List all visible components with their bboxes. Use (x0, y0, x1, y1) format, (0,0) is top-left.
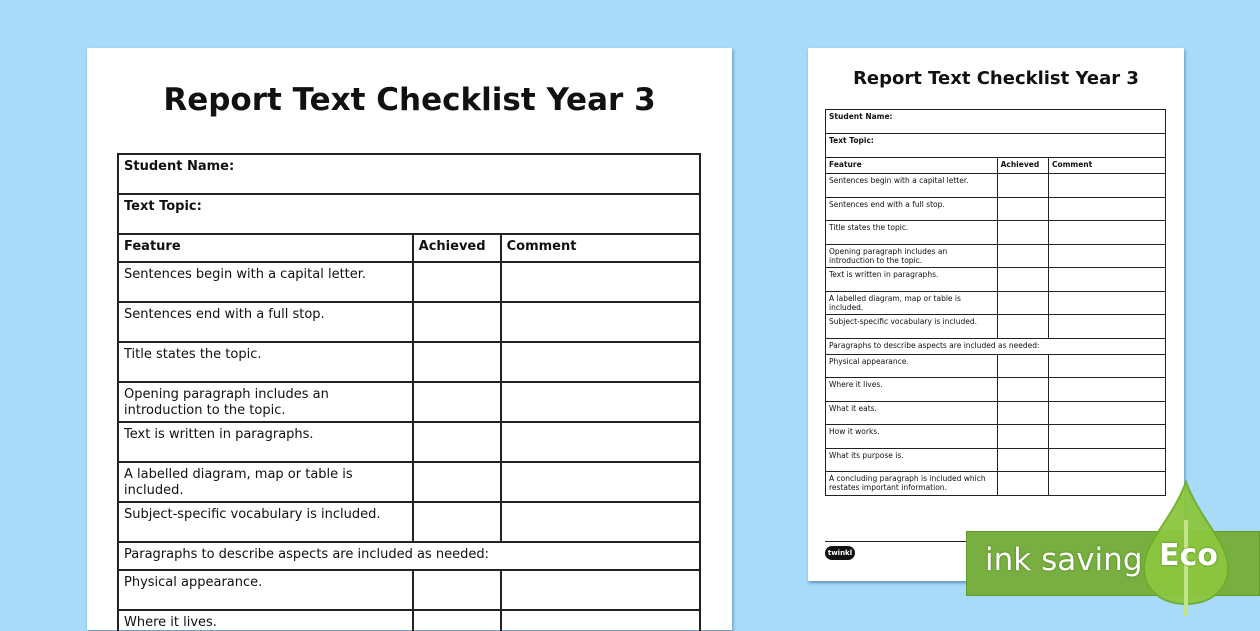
table-row (826, 425, 1166, 449)
header-row (826, 158, 1166, 174)
achieved-cell[interactable] (997, 354, 1048, 378)
feature-cell: What its purpose is. (826, 448, 998, 472)
feature-cell: Where it lives. (118, 610, 413, 631)
table-row (826, 174, 1166, 198)
student-name-field[interactable]: Student Name: (118, 154, 700, 194)
feature-cell: Text is written in paragraphs. (826, 268, 998, 292)
feature-cell: Physical appearance. (118, 570, 413, 610)
table-row (826, 472, 1166, 496)
feature-cell: Sentences begin with a capital letter. (826, 174, 998, 198)
table-row (118, 610, 700, 631)
student-name-field[interactable]: Student Name: (826, 110, 1166, 134)
table-row (118, 502, 700, 542)
header-row (118, 234, 700, 262)
feature-cell: A labelled diagram, map or table is included. (118, 462, 413, 502)
comment-cell[interactable] (501, 462, 700, 502)
feature-cell: Sentences end with a full stop. (118, 302, 413, 342)
comment-cell[interactable] (1048, 197, 1165, 221)
student-name-row (826, 110, 1166, 134)
comment-cell[interactable] (1048, 448, 1165, 472)
table-row (826, 354, 1166, 378)
comment-cell[interactable] (501, 570, 700, 610)
comment-cell[interactable] (501, 342, 700, 382)
checklist-table (117, 153, 701, 631)
comment-cell[interactable] (1048, 401, 1165, 425)
feature-cell: Physical appearance. (826, 354, 998, 378)
achieved-cell[interactable] (997, 472, 1048, 496)
header-feature: Feature (826, 158, 998, 174)
table-row (118, 302, 700, 342)
section-label: Paragraphs to describe aspects are included as needed: (826, 338, 1166, 354)
page-preview-large (87, 48, 732, 630)
checklist-table (825, 109, 1166, 496)
text-topic-field[interactable]: Text Topic: (118, 194, 700, 234)
table-row (826, 448, 1166, 472)
table-row (826, 315, 1166, 339)
twinkl-logo: twinkl (825, 546, 855, 560)
comment-cell[interactable] (1048, 174, 1165, 198)
text-topic-row (118, 194, 700, 234)
header-feature: Feature (118, 234, 413, 262)
achieved-cell[interactable] (413, 462, 501, 502)
table-row (118, 342, 700, 382)
comment-cell[interactable] (501, 262, 700, 302)
achieved-cell[interactable] (997, 315, 1048, 339)
page-preview-small (808, 48, 1184, 581)
header-achieved: Achieved (997, 158, 1048, 174)
feature-cell: Opening paragraph includes an introduction to the topic. (118, 382, 413, 422)
table-row (826, 378, 1166, 402)
achieved-cell[interactable] (413, 570, 501, 610)
table-row (826, 268, 1166, 292)
comment-cell[interactable] (501, 502, 700, 542)
comment-cell[interactable] (501, 422, 700, 462)
feature-cell: Subject-specific vocabulary is included. (826, 315, 998, 339)
header-achieved: Achieved (413, 234, 501, 262)
feature-cell: Text is written in paragraphs. (118, 422, 413, 462)
achieved-cell[interactable] (997, 244, 1048, 268)
comment-cell[interactable] (501, 610, 700, 631)
text-topic-row (826, 134, 1166, 158)
table-row (826, 221, 1166, 245)
achieved-cell[interactable] (997, 425, 1048, 449)
header-comment: Comment (1048, 158, 1165, 174)
achieved-cell[interactable] (413, 302, 501, 342)
feature-cell: Opening paragraph includes an introduction to the topic. (826, 244, 998, 268)
comment-cell[interactable] (501, 382, 700, 422)
comment-cell[interactable] (1048, 425, 1165, 449)
achieved-cell[interactable] (997, 448, 1048, 472)
feature-cell: Subject-specific vocabulary is included. (118, 502, 413, 542)
table-row (826, 244, 1166, 268)
achieved-cell[interactable] (997, 268, 1048, 292)
achieved-cell[interactable] (413, 382, 501, 422)
page-title: Report Text Checklist Year 3 (853, 68, 1139, 89)
comment-cell[interactable] (1048, 354, 1165, 378)
comment-cell[interactable] (1048, 244, 1165, 268)
achieved-cell[interactable] (997, 291, 1048, 315)
feature-cell: A labelled diagram, map or table is included. (826, 291, 998, 315)
comment-cell[interactable] (1048, 291, 1165, 315)
eco-label: Eco (1159, 538, 1218, 573)
achieved-cell[interactable] (413, 610, 501, 631)
feature-cell: How it works. (826, 425, 998, 449)
comment-cell[interactable] (501, 302, 700, 342)
table-row (826, 291, 1166, 315)
achieved-cell[interactable] (997, 197, 1048, 221)
section-row (826, 338, 1166, 354)
section-row (118, 542, 700, 570)
table-row (826, 197, 1166, 221)
table-row (826, 401, 1166, 425)
achieved-cell[interactable] (997, 378, 1048, 402)
table-row (118, 570, 700, 610)
feature-cell: Title states the topic. (118, 342, 413, 382)
achieved-cell[interactable] (997, 401, 1048, 425)
achieved-cell[interactable] (413, 262, 501, 302)
ink-saving-label: ink saving (985, 542, 1143, 578)
section-label: Paragraphs to describe aspects are included as needed: (118, 542, 700, 570)
table-row (118, 422, 700, 462)
feature-cell: A concluding paragraph is included which restates important information. (826, 472, 998, 496)
table-row (118, 262, 700, 302)
comment-cell[interactable] (1048, 268, 1165, 292)
feature-cell: Where it lives. (826, 378, 998, 402)
comment-cell[interactable] (1048, 378, 1165, 402)
achieved-cell[interactable] (997, 221, 1048, 245)
achieved-cell[interactable] (413, 342, 501, 382)
feature-cell: Sentences end with a full stop. (826, 197, 998, 221)
achieved-cell[interactable] (413, 502, 501, 542)
feature-cell: Title states the topic. (826, 221, 998, 245)
page-title: Report Text Checklist Year 3 (163, 82, 656, 118)
header-comment: Comment (501, 234, 700, 262)
achieved-cell[interactable] (413, 422, 501, 462)
text-topic-field[interactable]: Text Topic: (826, 134, 1166, 158)
feature-cell: Sentences begin with a capital letter. (118, 262, 413, 302)
table-row (118, 462, 700, 502)
comment-cell[interactable] (1048, 221, 1165, 245)
comment-cell[interactable] (1048, 315, 1165, 339)
table-row (118, 382, 700, 422)
achieved-cell[interactable] (997, 174, 1048, 198)
feature-cell: What it eats. (826, 401, 998, 425)
student-name-row (118, 154, 700, 194)
